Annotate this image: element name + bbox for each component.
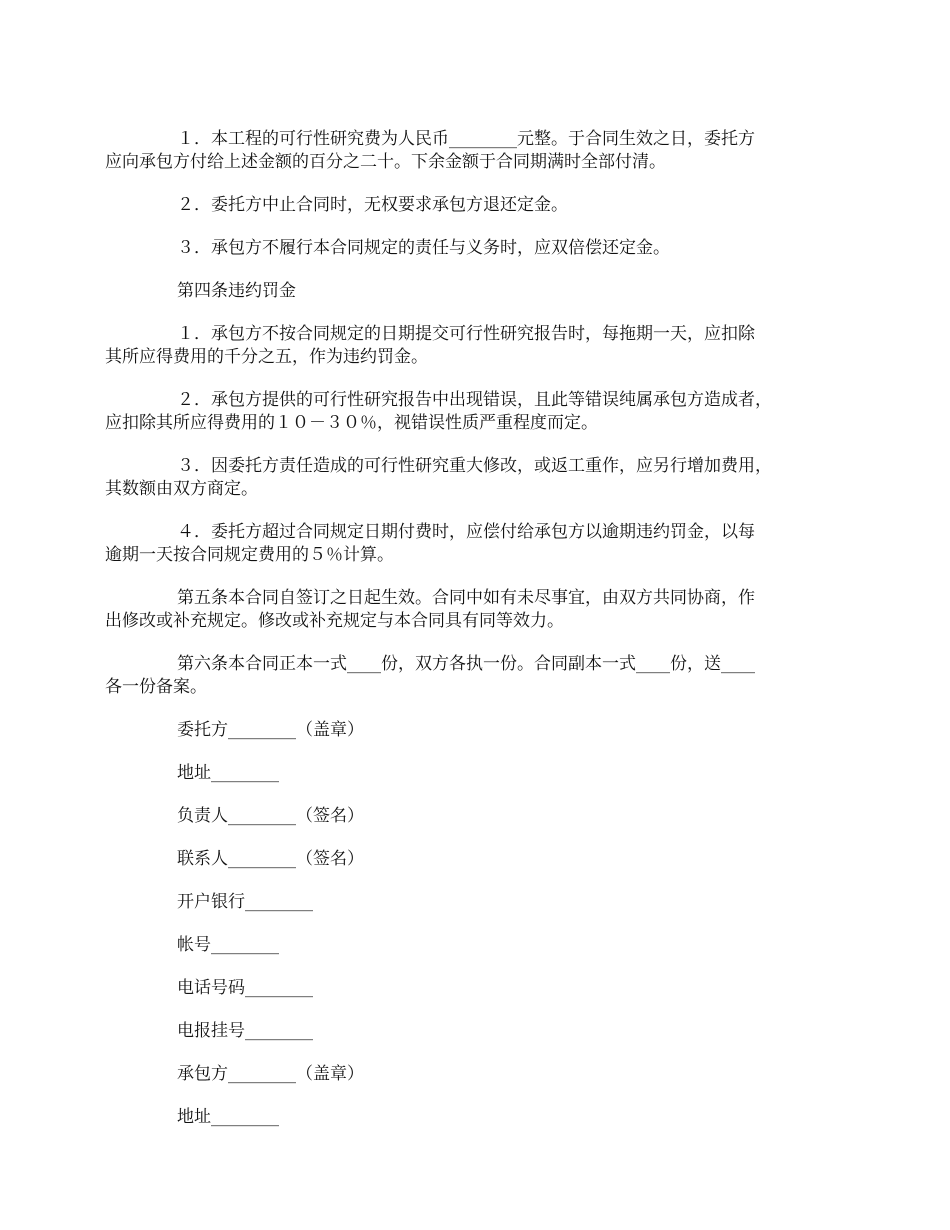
text-line: ２．委托方中止合同时，无权要求承包方退还定金。 — [177, 195, 568, 215]
text-line: 第六条本合同正本一式____份，双方各执一份。合同副本一式____份，送____ — [177, 654, 755, 674]
article-six — [105, 653, 817, 699]
field-person-in-charge: 负责人________（签名） — [177, 806, 364, 826]
field-client-address: 地址________ — [177, 763, 279, 783]
text-line: ４．委托方超过合同规定日期付费时，应偿付给承包方以逾期违约罚金，以每 — [177, 522, 755, 542]
clause-rework-fees — [105, 455, 817, 501]
text-line: 各一份备案。 — [105, 677, 207, 697]
clause-deposit-contractor — [141, 237, 817, 260]
text-line: 其所应得费用的千分之五，作为违约罚金。 — [105, 347, 428, 367]
text-line: 应扣除其所应得费用的１０－３０％，视错误性质严重程度而定。 — [105, 413, 598, 433]
text-line: 第四条违约罚金 — [177, 281, 296, 301]
text-line: １．本工程的可行性研究费为人民币________元整。于合同生效之日，委托方 — [177, 129, 755, 149]
article-five — [105, 587, 817, 633]
text-line: 逾期一天按合同规定费用的５％计算。 — [105, 545, 394, 565]
clause-penalty-errors — [105, 389, 817, 435]
text-line: 出修改或补充规定。修改或补充规定与本合同具有同等效力。 — [105, 611, 564, 631]
contract-body — [105, 128, 817, 1149]
field-bank: 开户银行________ — [177, 892, 313, 912]
clause-late-payment — [105, 521, 817, 567]
field-account-number: 帐号________ — [177, 935, 279, 955]
clause-penalty-delay — [105, 323, 817, 369]
field-client: 委托方________（盖章） — [177, 720, 364, 740]
article-four-heading — [141, 280, 817, 303]
text-line: ３．承包方不履行本合同规定的责任与义务时，应双倍偿还定金。 — [177, 238, 670, 258]
field-phone: 电话号码________ — [177, 978, 313, 998]
field-contractor: 承包方________（盖章） — [177, 1064, 364, 1084]
clause-fee-payment — [105, 128, 817, 174]
text-line: ３．因委托方责任造成的可行性研究重大修改，或返工重作，应另行增加费用， — [177, 456, 772, 476]
text-line: 其数额由双方商定。 — [105, 479, 258, 499]
clause-deposit-client — [141, 194, 817, 217]
text-line: 应向承包方付给上述金额的百分之二十。下余金额于合同期满时全部付清。 — [105, 152, 666, 172]
text-line: １．承包方不按合同规定的日期提交可行性研究报告时，每拖期一天，应扣除 — [177, 324, 755, 344]
text-line: 第五条本合同自签订之日起生效。合同中如有未尽事宜，由双方共同协商，作 — [177, 588, 755, 608]
text-line: ２．承包方提供的可行性研究报告中出现错误，且此等错误纯属承包方造成者， — [177, 390, 772, 410]
field-telegraph: 电报挂号________ — [177, 1021, 313, 1041]
field-contractor-address: 地址________ — [177, 1107, 279, 1127]
field-contact-person: 联系人________（签名） — [177, 849, 364, 869]
